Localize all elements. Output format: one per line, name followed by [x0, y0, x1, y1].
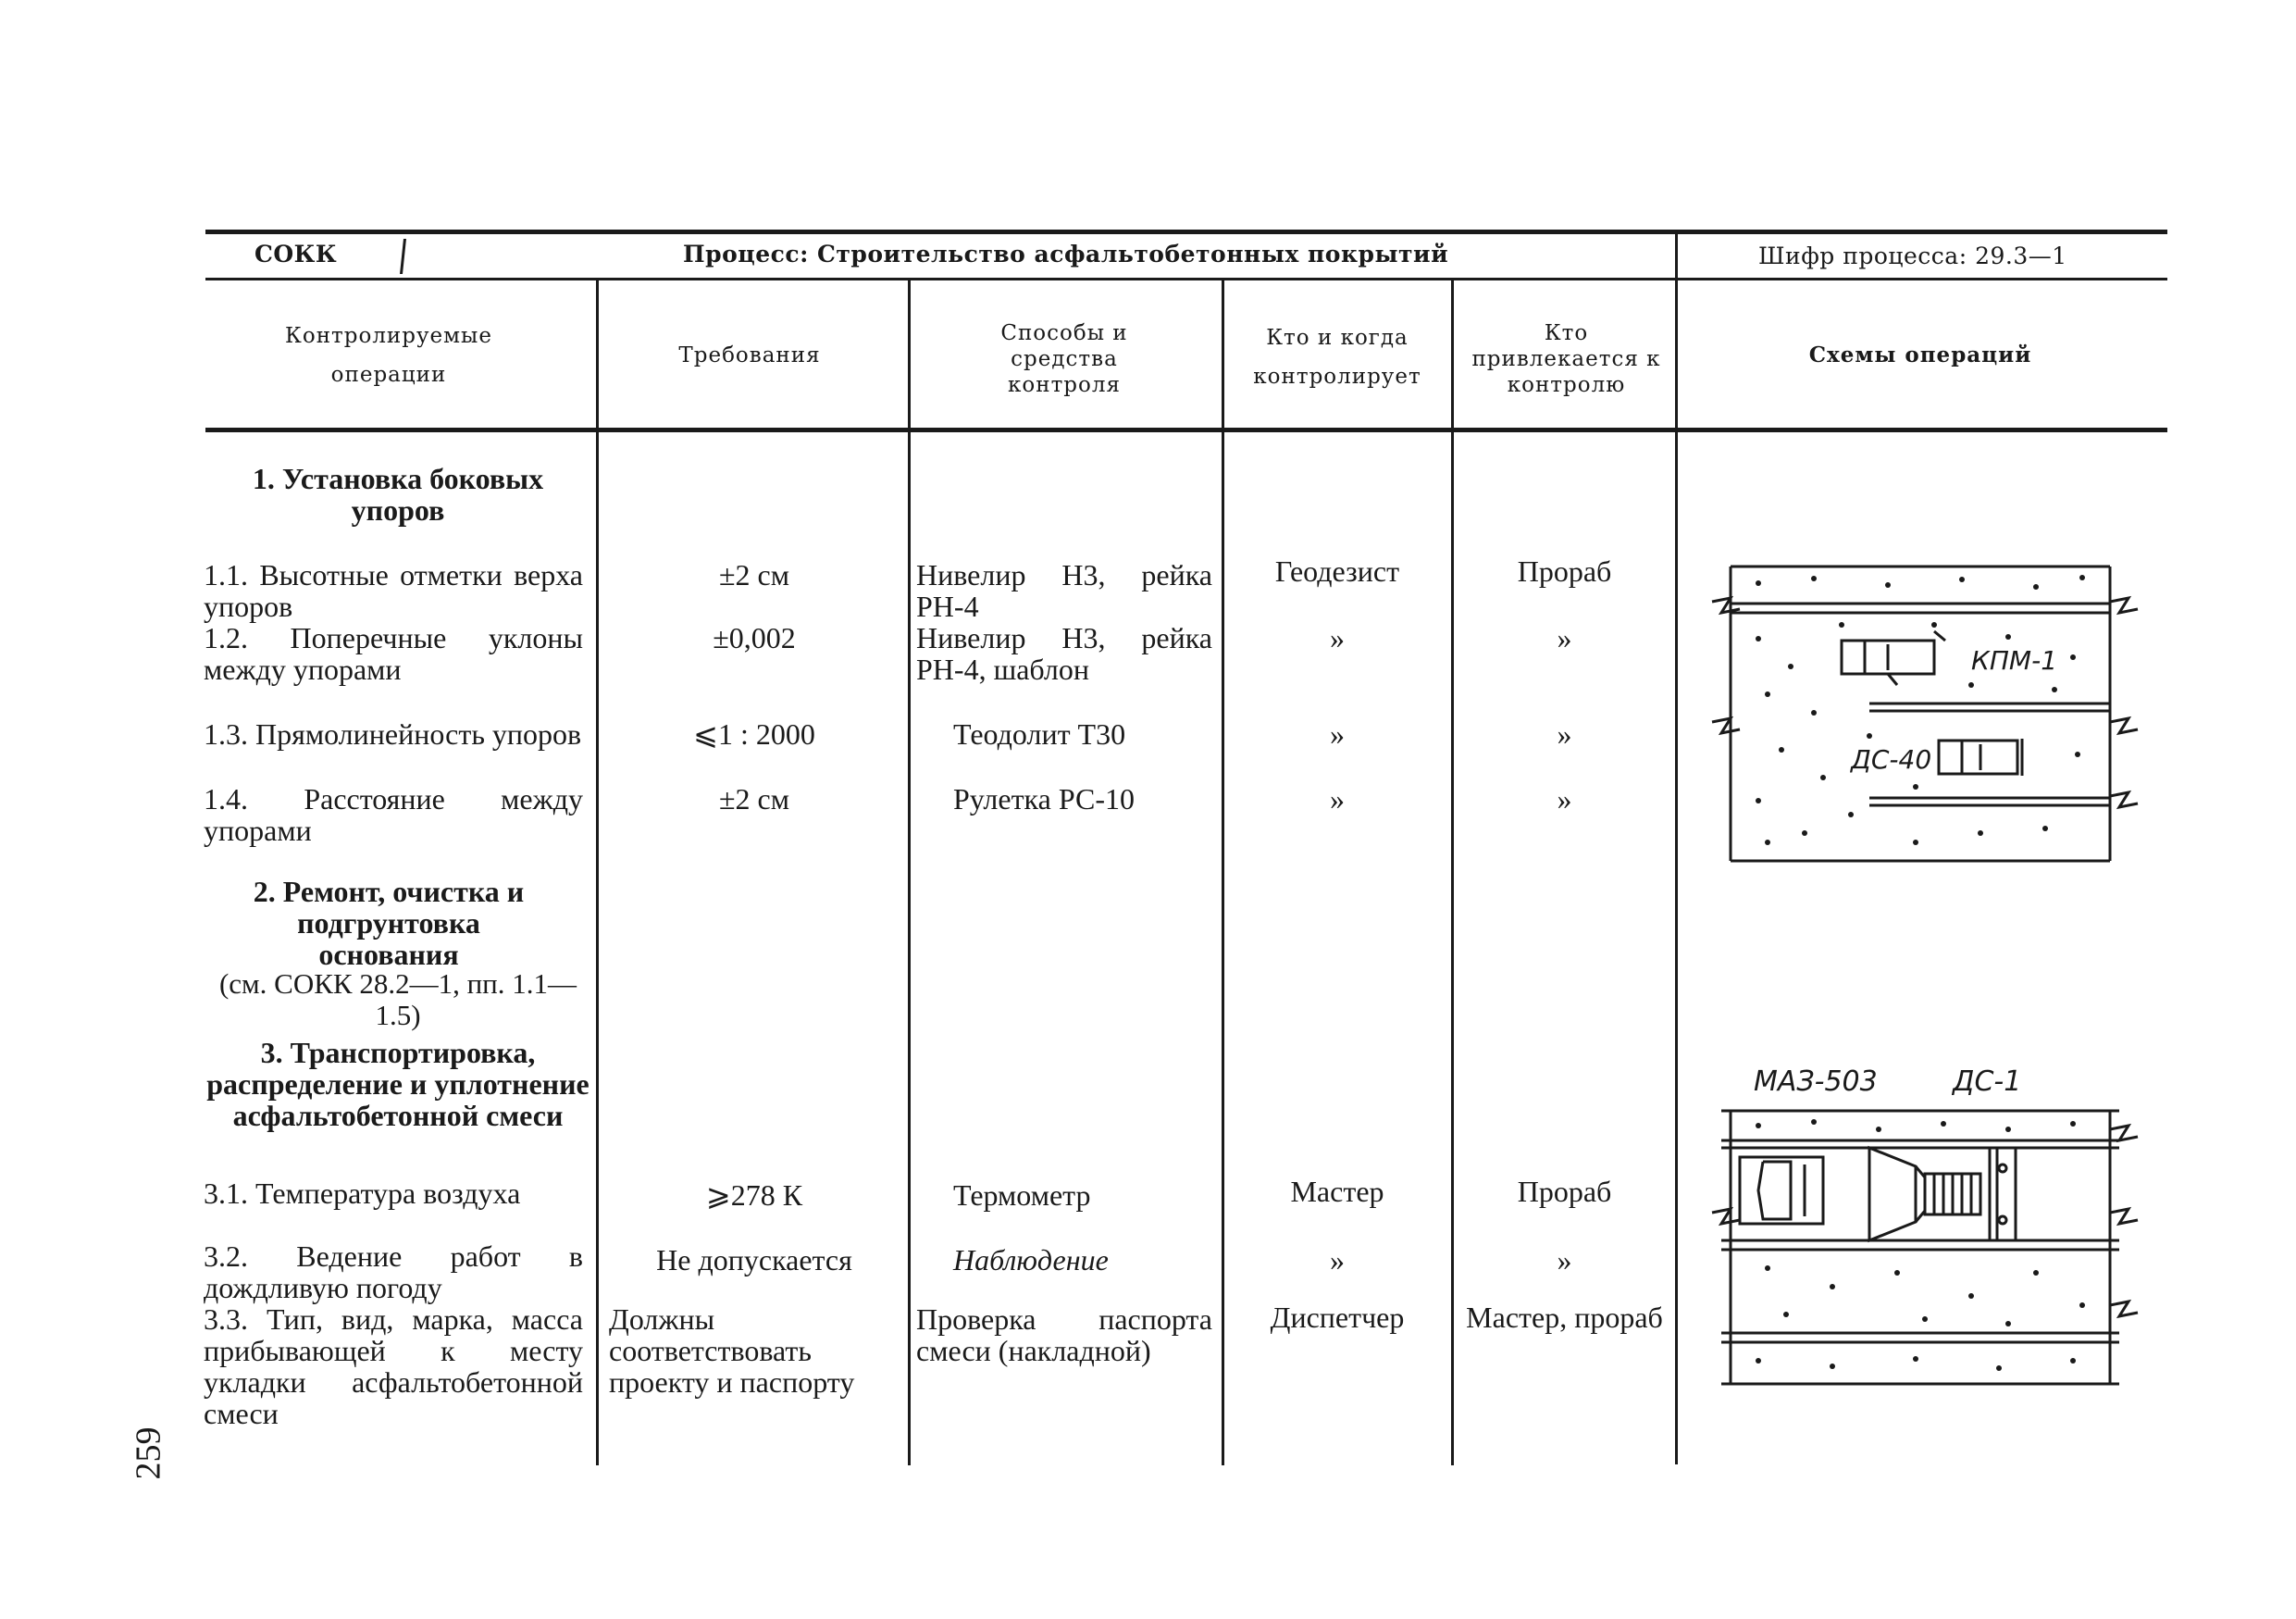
header-rule [205, 278, 2167, 280]
row-3-1-means: Термометр [953, 1178, 1091, 1212]
row-3-2-who: » [1330, 1243, 1345, 1277]
scheme-2-label-b: ДС-1 [1953, 1065, 2022, 1098]
row-3-2-req: Не допускается [656, 1243, 852, 1277]
row-1-1-op: 1.1. Высотные отметки верха упоров [204, 558, 583, 623]
header-process: Процесс: Строительство асфальтобетонных покрытий [683, 241, 1449, 268]
row-1-4-who: » [1330, 782, 1345, 816]
row-1-3-req: ⩽1 : 2000 [693, 717, 815, 751]
row-1-4-means: Рулетка РС-10 [953, 782, 1135, 816]
section-2-title: 2. Ремонт, очистка и подгрунтовка основания [253, 875, 525, 971]
row-1-3-op: 1.3. Прямолинейность упоров [204, 717, 582, 751]
col-line-2 [908, 280, 911, 1465]
header-code: Шифр процесса: 29.3—1 [1758, 243, 2067, 269]
row-3-3-op: 3.3. Тип, вид, марка, масса прибывающей к месту укладки асфальтобетонной смеси [204, 1302, 583, 1430]
scheme-1-label-a: КПМ-1 [1971, 645, 2058, 676]
row-3-2-inv: » [1557, 1243, 1572, 1277]
scheme-2-label-a: МАЗ-503 [1754, 1065, 1878, 1098]
section-3-title: 3. Транспортировка, распределение и уплотнение асфальтобетонной смеси [206, 1036, 590, 1132]
row-3-1-op: 3.1. Температура воздуха [204, 1177, 521, 1210]
row-1-3-inv: » [1557, 717, 1572, 751]
top-rule [205, 230, 2167, 234]
row-1-2-op: 1.2. Поперечные уклоны между упорами [204, 621, 583, 686]
scheme-1-diagram [1703, 555, 2147, 875]
scheme-1-label-b: ДС-40 [1851, 744, 1932, 775]
row-3-1-who: Мастер [1290, 1175, 1384, 1208]
header-divider-right [1675, 233, 1678, 1464]
columns-bottom-rule [205, 428, 2167, 432]
col-line-4 [1451, 280, 1454, 1465]
row-3-1-req: ⩾278 К [705, 1178, 803, 1212]
row-1-1-who: Геодезист [1274, 554, 1400, 588]
row-3-2-op: 3.2. Ведение работ в дождливую погоду [204, 1239, 583, 1304]
row-3-3-means: Проверка паспорта смеси (накладной) [916, 1302, 1212, 1367]
header-sokk: СОКК [254, 241, 338, 268]
col-header-req: Требования [678, 343, 821, 367]
col-header-ops: Контролируемые операции [285, 324, 492, 387]
section-1-title: 1. Установка боковых упоров [252, 462, 544, 527]
section-2-ref: (см. СОКК 28.2—1, пп. 1.1—1.5) [218, 967, 577, 1031]
col-header-means: Способы и средства контроля [1000, 321, 1128, 397]
row-1-1-req: ±2 см [718, 558, 789, 592]
scheme-2-diagram [1703, 1055, 2147, 1398]
row-3-1-inv: Прораб [1517, 1175, 1612, 1208]
row-1-2-means: Нивелир Н3, рейка РН-4, шаблон [916, 621, 1212, 686]
row-1-4-op: 1.4. Расстояние между упорами [204, 782, 583, 847]
row-3-3-inv: Мастер, прораб [1466, 1301, 1663, 1334]
col-header-involved: Кто привлекается к контролю [1471, 321, 1661, 397]
row-3-3-who: Диспетчер [1270, 1301, 1405, 1334]
header-divider-left [400, 239, 406, 274]
row-1-1-inv: Прораб [1517, 554, 1612, 588]
row-1-3-who: » [1330, 717, 1345, 751]
col-line-3 [1222, 280, 1224, 1465]
row-1-1-means: Нивелир Н3, рейка РН-4 [916, 558, 1212, 623]
row-1-4-req: ±2 см [718, 782, 789, 816]
row-1-2-who: » [1330, 621, 1345, 654]
col-line-1 [596, 280, 599, 1465]
row-1-3-means: Теодолит Т30 [953, 717, 1126, 751]
row-3-3-req: Должны соответствовать проекту и паспорту [609, 1302, 855, 1399]
row-1-4-inv: » [1557, 782, 1572, 816]
page-number: 259 [129, 1426, 168, 1480]
row-1-2-inv: » [1557, 621, 1572, 654]
col-header-who: Кто и когда контролирует [1253, 326, 1421, 389]
col-header-schemes: Схемы операций [1808, 342, 2032, 367]
row-1-2-req: ±0,002 [713, 621, 796, 654]
row-3-2-means: Наблюдение [953, 1243, 1109, 1277]
